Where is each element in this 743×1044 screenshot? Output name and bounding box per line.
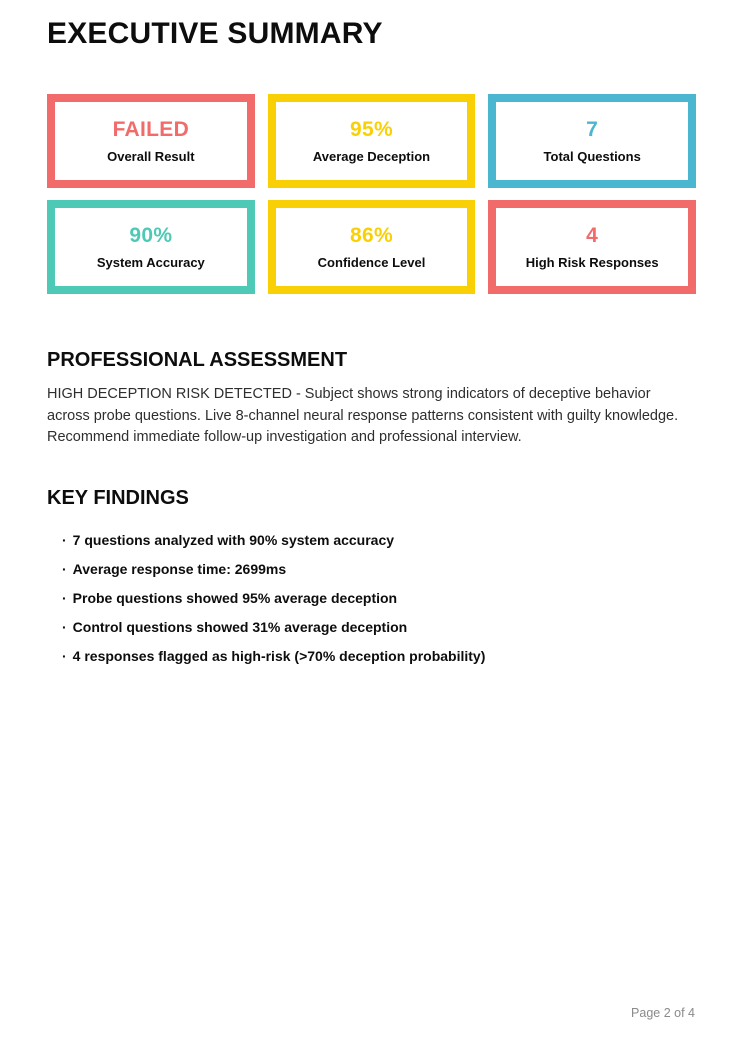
finding-item <box>62 561 696 577</box>
professional-assessment-heading: PROFESSIONAL ASSESSMENT <box>47 349 348 371</box>
bullet-icon: · <box>62 647 67 664</box>
stat-value: 90% <box>129 224 173 247</box>
professional-assessment-body: HIGH DECEPTION RISK DETECTED - Subject shows strong indicators of deceptive behavior across probe questions. Live 8-channel neural response patterns consistent with guilty knowledge. Recommend immediate follow-up investigation and professional interview. <box>47 386 679 445</box>
finding-text: Probe questions showed 95% average deception <box>72 589 398 606</box>
page-number: Page 2 of 4 <box>631 1006 695 1020</box>
stat-card-confidence-level <box>268 200 476 294</box>
stat-card-overall-result <box>47 94 255 188</box>
key-findings-list <box>47 532 696 664</box>
stat-card-average-deception <box>268 94 476 188</box>
bullet-icon: · <box>62 589 67 606</box>
stat-label: High Risk Responses <box>525 255 659 270</box>
stat-label: Confidence Level <box>317 255 426 270</box>
stat-card-high-risk-responses <box>488 200 696 294</box>
stat-value: 4 <box>586 224 599 247</box>
stat-label: Average Deception <box>312 149 431 164</box>
finding-item <box>62 648 696 664</box>
stat-label: System Accuracy <box>96 255 205 270</box>
key-findings-heading: KEY FINDINGS <box>47 486 189 509</box>
stat-card-system-accuracy <box>47 200 255 294</box>
bullet-icon: · <box>62 618 67 635</box>
stat-value: 86% <box>350 224 393 247</box>
finding-text: 7 questions analyzed with 90% system accuracy <box>72 531 395 548</box>
bullet-icon: · <box>62 560 67 577</box>
stat-cards-grid <box>47 94 696 294</box>
stat-value: FAILED <box>112 118 190 141</box>
report-content <box>0 16 743 664</box>
stat-label: Total Questions <box>543 149 641 164</box>
finding-item <box>62 590 696 606</box>
stat-label: Overall Result <box>107 149 195 164</box>
finding-text: Control questions showed 31% average deception <box>72 618 408 635</box>
finding-item <box>62 532 696 548</box>
stat-value: 95% <box>350 118 393 141</box>
finding-text: Average response time: 2699ms <box>72 560 287 577</box>
stat-card-total-questions <box>488 94 696 188</box>
stat-value: 7 <box>586 118 599 141</box>
page-title: EXECUTIVE SUMMARY <box>47 17 383 50</box>
bullet-icon: · <box>62 531 67 548</box>
finding-text: 4 responses flagged as high-risk (>70% deception probability) <box>72 647 486 664</box>
finding-item <box>62 619 696 635</box>
